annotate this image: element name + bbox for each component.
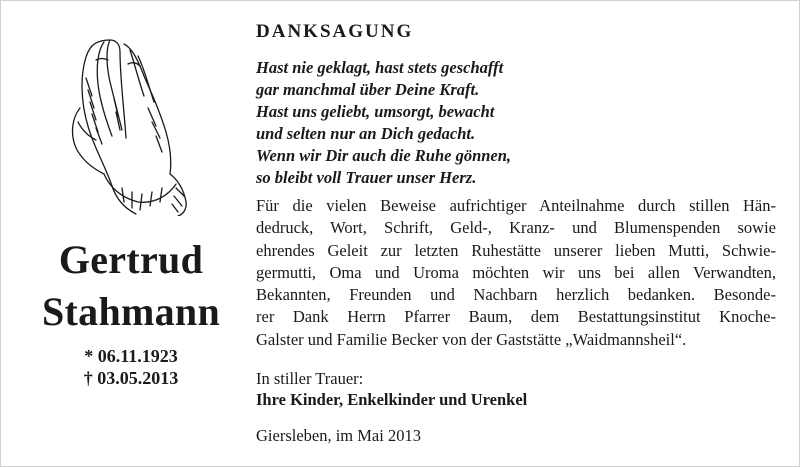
- paragraph-line: Galster und Familie Becker von der Gaststätte „Waidmannsheil“.: [256, 329, 687, 349]
- thanks-paragraph: [256, 195, 776, 351]
- paragraph-line: rer Dank Herrn Pfarrer Baum, dem Bestattungsinstitut Knoche-: [256, 307, 776, 327]
- notice-title: DANKSAGUNG: [256, 21, 414, 42]
- paragraph-line: germutti, Oma und Uroma möchten wir uns bei allen Verwandten,: [256, 262, 776, 282]
- birth-date: * 06.11.1923: [84, 346, 178, 366]
- paragraph-line: Bekannten, Freunden und Nachbarn herzlich bedanken. Besonde-: [256, 285, 776, 305]
- paragraph-line: ehrendes Geleit zur letzten Ruhestätte unserer lieben Mutti, Schwie-: [256, 240, 776, 260]
- praying-hands-icon: [52, 38, 202, 216]
- deceased-last-name: Stahmann: [41, 289, 221, 334]
- left-column: [0, 0, 246, 467]
- poem-line: gar manchmal über Deine Kraft.: [256, 80, 480, 99]
- death-date: † 03.05.2013: [83, 368, 179, 388]
- deceased-first-name: Gertrud: [58, 237, 204, 282]
- poem-line: so bleibt voll Trauer unser Herz.: [256, 168, 477, 187]
- place-date: Giersleben, im Mai 2013: [256, 426, 421, 445]
- poem: [256, 57, 776, 189]
- paragraph-line: dedruck, Wort, Schrift, Geld-, Kranz- und Blumenspenden sowie: [256, 218, 776, 238]
- poem-line: und selten nur an Dich gedacht.: [256, 124, 476, 143]
- poem-line: Hast nie geklagt, hast stets geschafft: [256, 58, 504, 77]
- family-signature: Ihre Kinder, Enkelkinder und Urenkel: [256, 390, 528, 409]
- poem-line: Wenn wir Dir auch die Ruhe gönnen,: [256, 146, 512, 165]
- poem-line: Hast uns geliebt, umsorgt, bewacht: [256, 102, 495, 121]
- paragraph-line: Für die vielen Beweise aufrichtiger Anteilnahme durch stillen Hän-: [256, 196, 776, 215]
- mourning-label: In stiller Trauer:: [256, 369, 364, 388]
